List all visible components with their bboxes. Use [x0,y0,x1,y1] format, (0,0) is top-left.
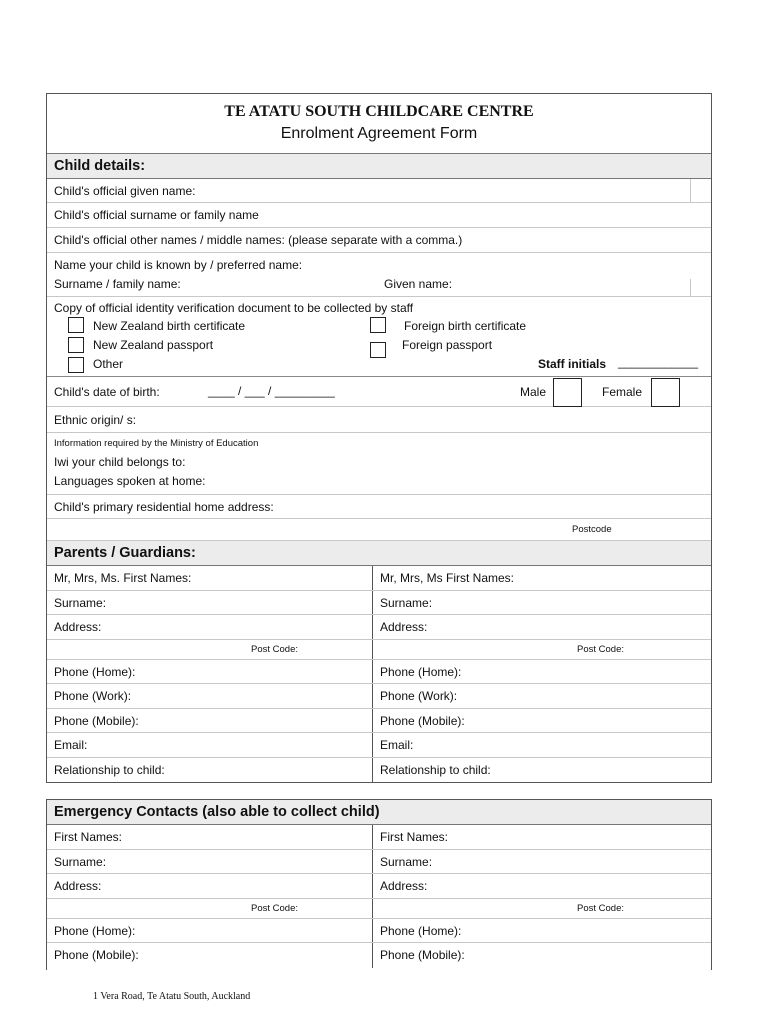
other-names-field[interactable] [47,228,711,253]
emergency-contacts-form [46,799,712,970]
staff-initials-label: Staff initials [538,357,607,371]
foreign-passport-label: Foreign passport [402,338,493,352]
emergency2-names-label: First Names: [380,830,449,844]
parents-surname-row[interactable] [47,591,711,616]
emergency-address-row[interactable] [47,874,711,899]
nz-birth-checkbox[interactable] [68,317,84,333]
parent2-surname-label: Surname: [380,595,433,610]
preferred-name-label: Name your child is known by / preferred name: [54,258,303,272]
emergency2-address-label: Address: [380,879,428,893]
parents-postcode-row[interactable] [47,640,711,660]
centre-name: TE ATATU SOUTH CHILDCARE CENTRE [224,103,534,120]
languages-label[interactable]: Languages spoken at home: [54,474,206,488]
ethnic-origin-field[interactable] [47,407,711,433]
surname-field[interactable] [47,203,711,228]
male-checkbox[interactable] [553,378,582,407]
emergency1-phone-home-label: Phone (Home): [47,919,373,943]
preferred-name-field[interactable] [47,253,711,297]
child-postcode-label: Postcode [572,524,612,535]
emergency2-surname-label: Surname: [380,854,433,869]
emergency1-phone-mobile-label: Phone (Mobile): [47,943,373,968]
nz-passport-checkbox[interactable] [68,337,84,353]
parent1-names-label: Mr, Mrs, Ms. First Names: [47,566,373,590]
id-document-section [47,297,711,377]
parent2-names-label: Mr, Mrs, Ms First Names: [380,571,514,585]
given-name-divider [690,179,691,202]
parents-phone-work-row[interactable] [47,684,711,709]
ethnic-origin-label: Ethnic origin/ s: [54,413,137,427]
parents-phone-mobile-row[interactable] [47,709,711,734]
child-details-heading: Child details: [47,153,711,179]
female-checkbox[interactable] [651,378,680,407]
parents-address-row[interactable] [47,615,711,640]
other-checkbox[interactable] [68,357,84,373]
emergency1-surname-label: Surname: [47,850,373,874]
given-name-field[interactable] [47,179,711,203]
preferred-given-label: Given name: [384,277,453,291]
parent2-relationship-label: Relationship to child: [380,762,491,777]
parent2-phone-mobile-label: Phone (Mobile): [380,713,465,728]
parents-email-row[interactable] [47,733,711,758]
emergency1-postcode-label: Post Code: [251,902,298,914]
preferred-divider [690,279,691,297]
emergency2-postcode-label: Post Code: [577,902,624,914]
iwi-label[interactable]: Iwi your child belongs to: [54,455,186,469]
parent2-address-label: Address: [380,620,428,634]
parent1-email-label: Email: [47,733,373,757]
parent1-phone-work-label: Phone (Work): [47,684,373,708]
emergency-phone-mobile-row[interactable] [47,943,711,968]
emergency1-names-label: First Names: [47,825,373,849]
emergency-surname-row[interactable] [47,850,711,875]
emergency-heading: Emergency Contacts (also able to collect child) [47,800,711,825]
footer-address: 1 Vera Road, Te Atatu South, Auckland [93,991,251,1002]
parent1-phone-mobile-label: Phone (Mobile): [47,709,373,733]
staff-initials-line[interactable]: ____________ [618,355,699,369]
emergency1-address-label: Address: [47,874,373,898]
id-document-label: Copy of official identity verification document to be collected by staff [54,301,414,315]
emergency-phone-home-row[interactable] [47,919,711,944]
parent1-relationship-label: Relationship to child: [47,758,373,783]
parents-relationship-row[interactable] [47,758,711,783]
moe-info-section [47,433,711,495]
enrolment-form [46,93,712,783]
parents-phone-home-row[interactable] [47,660,711,685]
parent1-address-label: Address: [47,615,373,639]
home-address-field[interactable] [47,495,711,519]
dob-blanks[interactable]: ____ / ___ / _________ [208,384,335,398]
other-names-label: Child's official other names / middle names: (please separate with a comma.) [54,233,463,247]
male-label: Male [520,385,547,399]
other-label: Other [93,357,124,371]
surname-label: Child's official surname or family name [54,208,259,222]
preferred-surname-label: Surname / family name: [54,277,181,291]
nz-passport-label: New Zealand passport [93,338,214,352]
foreign-birth-label: Foreign birth certificate [404,319,527,333]
parent1-phone-home-label: Phone (Home): [47,660,373,684]
nz-birth-label: New Zealand birth certificate [93,319,246,333]
emergency-postcode-row[interactable] [47,899,711,919]
emergency-names-row[interactable] [47,825,711,850]
female-label: Female [602,385,643,399]
emergency2-phone-mobile-label: Phone (Mobile): [380,948,465,962]
parent1-surname-label: Surname: [47,591,373,615]
parent2-postcode-label: Post Code: [577,643,624,655]
parent2-email-label: Email: [380,738,414,752]
home-address-label: Child's primary residential home address: [54,500,274,514]
given-name-label: Child's official given name: [54,184,196,198]
emergency2-phone-home-label: Phone (Home): [380,923,462,938]
dob-gender-row [47,377,711,407]
parents-names-row[interactable] [47,566,711,591]
postcode-row[interactable] [47,519,711,541]
parents-heading: Parents / Guardians: [47,541,711,566]
parent2-phone-work-label: Phone (Work): [380,689,458,703]
moe-info-label: Information required by the Ministry of Education [54,438,259,449]
parent1-postcode-label: Post Code: [251,643,298,655]
form-title: Enrolment Agreement Form [280,125,478,142]
foreign-passport-checkbox[interactable] [370,342,386,358]
dob-label: Child's date of birth: [54,385,160,399]
parent2-phone-home-label: Phone (Home): [380,664,462,679]
foreign-birth-checkbox[interactable] [370,317,386,333]
